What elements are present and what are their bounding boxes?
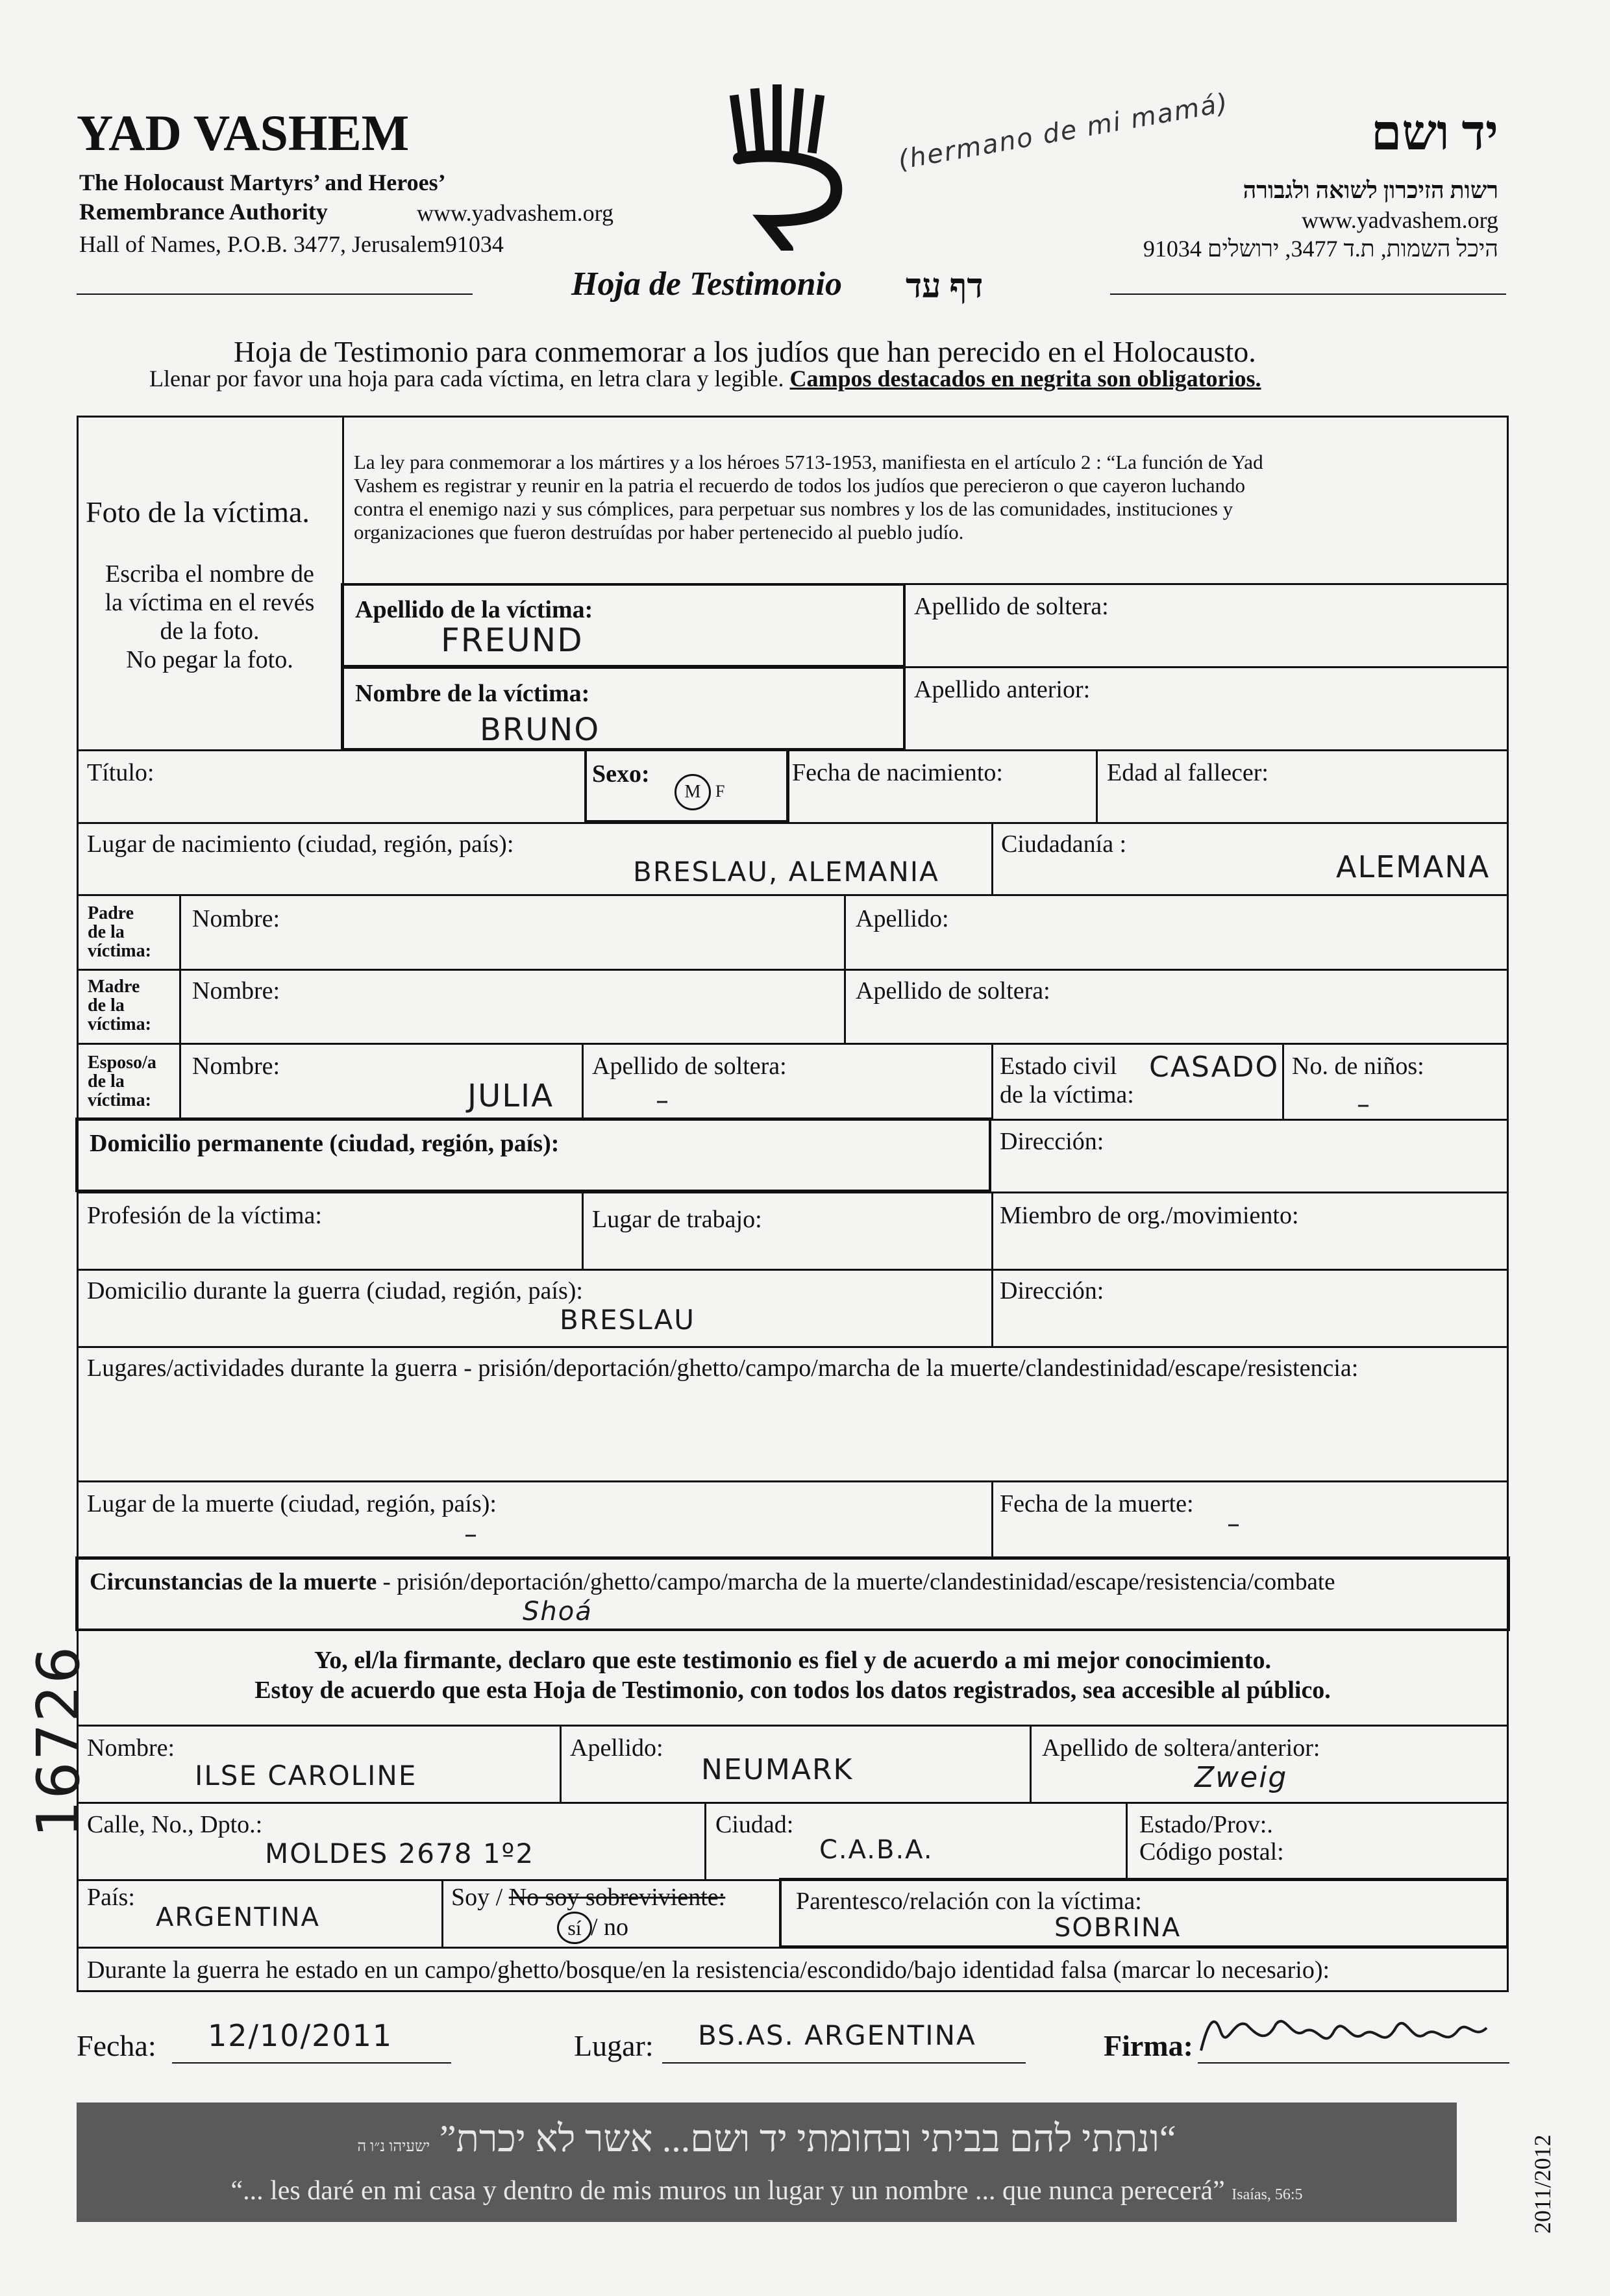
spouse-label-line: de la xyxy=(88,1071,125,1092)
civil-state-value: CASADO xyxy=(1149,1051,1280,1084)
relation-field[interactable] xyxy=(779,1878,1509,1948)
submitter-surname-value: NEUMARK xyxy=(701,1753,854,1786)
col-rule xyxy=(1282,1043,1284,1119)
quote-hebrew xyxy=(77,2117,1457,2160)
spouse-name-label: Nombre: xyxy=(192,1053,280,1080)
victim-surname-field[interactable] xyxy=(341,583,906,668)
city-label: Ciudad: xyxy=(715,1811,794,1838)
mother-name-label: Nombre: xyxy=(192,977,280,1004)
victim-firstname-field[interactable] xyxy=(341,666,906,751)
intro-line-1: Hoja de Testimonio para conmemorar a los judíos que han perecido en el Holocausto. xyxy=(234,335,1256,368)
victim-previous-label: Apellido anterior: xyxy=(914,676,1091,703)
country-label: País: xyxy=(87,1884,135,1911)
death-date-label: Fecha de la muerte: xyxy=(1000,1490,1194,1517)
org-subtitle-1: The Holocaust Martyrs’ and Heroes’ xyxy=(79,169,446,195)
spouse-name-value: JULIA xyxy=(467,1078,554,1114)
row-rule xyxy=(77,1346,1509,1348)
org-name-hebrew: יד ושם xyxy=(1370,106,1498,160)
war-residence-value: BRESLAU xyxy=(560,1304,696,1336)
submitter-maiden-label: Apellido de soltera/anterior: xyxy=(1042,1734,1320,1762)
victim-firstname-value: BRUNO xyxy=(480,712,601,748)
father-label-line: víctima: xyxy=(88,941,151,961)
birthplace-value: BRESLAU, ALEMANIA xyxy=(633,856,939,888)
handwritten-note: (hermano de mi mamá) xyxy=(896,88,1232,176)
org-name: YAD VASHEM xyxy=(77,105,410,161)
place-underline xyxy=(662,2062,1026,2064)
quote-hebrew-ref: ישעיהו נ״ו ה xyxy=(357,2138,430,2155)
side-number: 16726 xyxy=(25,1645,93,1838)
header-rule-left xyxy=(77,293,473,295)
birthplace-label: Lugar de nacimiento (ciudad, región, país): xyxy=(87,830,514,858)
victim-surname-value: FREUND xyxy=(441,621,584,659)
row-rule xyxy=(77,1192,1509,1193)
photo-title: Foto de la víctima. xyxy=(86,495,310,529)
war-activities-label: Lugares/actividades durante la guerra - prisión/deportación/ghetto/campo/marcha de la muerte/clandestinidad/escape/resistencia: xyxy=(87,1354,1359,1382)
declaration-line-2: Estoy de acuerdo que esta Hoja de Testimonio, con todos los datos registrados, sea accesible al público. xyxy=(254,1677,1331,1704)
father-label xyxy=(88,904,151,960)
mother-label xyxy=(88,977,151,1034)
survivor-option-yes-text: sí xyxy=(567,1916,582,1940)
col-rule xyxy=(991,822,993,895)
postal-code-label: Código postal: xyxy=(1139,1838,1284,1866)
death-circumstances-field[interactable] xyxy=(75,1556,1510,1631)
org-address: Hall of Names, P.O.B. 3477, Jerusalem91034 xyxy=(79,231,504,257)
row-rule xyxy=(77,749,1509,751)
row-rule xyxy=(77,969,1509,971)
death-circumstances-value: Shoá xyxy=(523,1597,593,1627)
col-rule xyxy=(582,1192,584,1269)
law-text-line: Vashem es registrar y reunir en la patria el recuerdo de todos los judíos que perecieron o que cayeron luchando xyxy=(354,474,1245,497)
col-rule xyxy=(560,1725,562,1803)
quote-spanish xyxy=(77,2175,1457,2206)
death-circumstances-options: - prisión/deportación/ghetto/campo/marcha de la muerte/clandestinidad/escape/resistencia/combate xyxy=(377,1569,1335,1595)
mother-maiden-label: Apellido de soltera: xyxy=(856,977,1050,1004)
birth-date-label: Fecha de nacimiento: xyxy=(792,759,1003,786)
war-status-label: Durante la guerra he estado en un campo/ghetto/bosque/en la resistencia/escondido/bajo identidad falsa (marcar lo necesario): xyxy=(87,1956,1330,1984)
civil-state-label-line: de la víctima: xyxy=(1000,1081,1134,1108)
place-label: Lugar: xyxy=(574,2029,654,2062)
photo-instruction-line: No pegar la foto. xyxy=(126,646,293,673)
quote-hebrew-text: “ונתתי להם בביתי ובחומתי יד ושם... אשר לא יכרת” xyxy=(439,2117,1176,2160)
mother-label-line: Madre xyxy=(88,977,140,997)
quote-band xyxy=(77,2103,1457,2222)
col-rule xyxy=(991,1192,993,1269)
submitter-name-label: Nombre: xyxy=(87,1734,175,1762)
mother-label-line: víctima: xyxy=(88,1014,151,1034)
row-rule xyxy=(77,1802,1509,1804)
father-name-label: Nombre: xyxy=(192,905,280,932)
quote-spanish-text: “... les daré en mi casa y dentro de mis muros un lugar y un nombre ... que nunca perecerá” xyxy=(230,2176,1225,2206)
survivor-label-struck: No soy sobreviviente: xyxy=(508,1884,726,1911)
relation-value: SOBRINA xyxy=(1054,1913,1182,1943)
victim-maiden-label: Apellido de soltera: xyxy=(914,593,1109,620)
submitter-name-value: ILSE CAROLINE xyxy=(195,1760,417,1791)
death-circumstances-title: Circunstancias de la muerte xyxy=(90,1569,377,1595)
war-residence-label: Domicilio durante la guerra (ciudad, región, país): xyxy=(87,1277,583,1304)
relation-label: Parentesco/relación con la víctima: xyxy=(796,1888,1142,1915)
mother-label-line: de la xyxy=(88,995,125,1016)
photo-instructions xyxy=(83,560,336,674)
survivor-option-no[interactable]: / no xyxy=(591,1914,629,1941)
country-value: ARGENTINA xyxy=(156,1903,320,1932)
row-rule xyxy=(77,1043,1509,1045)
org-subtitle-hebrew: רשות הזיכרון לשואה ולגבורה xyxy=(1243,177,1498,203)
survivor-option-yes[interactable] xyxy=(557,1912,592,1944)
civil-state-label-line: Estado civil xyxy=(1000,1053,1117,1080)
workplace-label: Lugar de trabajo: xyxy=(592,1206,762,1233)
spouse-maiden-label: Apellido de soltera: xyxy=(592,1053,787,1080)
declaration-text xyxy=(77,1645,1509,1705)
form-title-hebrew: דף עד xyxy=(906,268,984,305)
death-place-label: Lugar de la muerte (ciudad, región, país): xyxy=(87,1490,497,1517)
org-website-right: www.yadvashem.org xyxy=(1302,207,1498,233)
children-value: – xyxy=(1357,1090,1371,1119)
street-value: MOLDES 2678 1º2 xyxy=(265,1838,535,1869)
form-title: Hoja de Testimonio xyxy=(571,266,842,303)
col-rule xyxy=(991,1480,993,1558)
col-rule xyxy=(991,1269,993,1347)
signature-label: Firma: xyxy=(1104,2029,1193,2062)
city-value: C.A.B.A. xyxy=(819,1835,934,1865)
col-rule xyxy=(787,749,789,823)
death-circumstances-label xyxy=(90,1568,1335,1596)
permanent-residence-label: Domicilio permanente (ciudad, región, país): xyxy=(90,1130,560,1157)
row-rule xyxy=(77,822,1509,824)
col-rule xyxy=(1096,749,1098,823)
victim-firstname-label: Nombre de la víctima: xyxy=(355,680,590,707)
age-label: Edad al fallecer: xyxy=(1107,759,1269,786)
sex-field[interactable] xyxy=(584,748,789,823)
war-address-label: Dirección: xyxy=(1000,1277,1104,1304)
sex-option-f[interactable]: F xyxy=(715,782,725,801)
permanent-address-label: Dirección: xyxy=(1000,1128,1104,1155)
org-website: www.yadvashem.org xyxy=(417,200,613,226)
row-rule xyxy=(77,1947,1509,1949)
org-address-hebrew: היכל השמות, ת.ד 3477, ירושלים 91034 xyxy=(1143,236,1498,262)
spouse-label xyxy=(88,1053,156,1110)
col-rule xyxy=(1030,1725,1032,1803)
spouse-label-line: Esposo/a xyxy=(88,1053,156,1073)
col-rule xyxy=(1126,1802,1128,1880)
declaration-line-1: Yo, el/la firmante, declaro que este testimonio es fiel y de acuerdo a mi mejor conocimiento. xyxy=(314,1647,1271,1674)
submitter-maiden-value: Zweig xyxy=(1195,1761,1288,1794)
survivor-label-text: Soy / xyxy=(451,1884,509,1911)
profession-label: Profesión de la víctima: xyxy=(87,1202,322,1229)
date-value: 12/10/2011 xyxy=(208,2018,393,2053)
quote-ref: Isaías, 56:5 xyxy=(1232,2186,1303,2203)
row-rule xyxy=(906,666,1509,668)
law-text-line: contra el enemigo nazi y sus cómplices, para perpetuar sus nombres y los de las comunidades, instituciones y xyxy=(354,497,1233,520)
spouse-label-line: víctima: xyxy=(88,1090,151,1110)
org-subtitle-2: Remembrance Authority xyxy=(79,199,328,225)
photo-instruction-line: Escriba el nombre de xyxy=(105,560,314,588)
death-place-value: – xyxy=(464,1519,478,1549)
col-rule xyxy=(704,1802,706,1880)
permanent-residence-field[interactable] xyxy=(75,1117,991,1192)
date-underline xyxy=(172,2062,451,2064)
law-text-line: La ley para conmemorar a los mártires y a los héroes 5713-1953, manifiesta en el artículo 2 : “La función de Yad xyxy=(354,451,1263,473)
date-label: Fecha: xyxy=(77,2029,156,2062)
title-label: Título: xyxy=(87,759,155,786)
intro-line-2-mandatory: Campos destacados en negrita son obligatorios. xyxy=(789,366,1261,392)
intro-line-2-text: Llenar por favor una hoja para cada víctima, en letra clara y legible. xyxy=(149,366,784,392)
victim-surname-label: Apellido de la víctima: xyxy=(355,596,593,623)
intro-line-2 xyxy=(149,365,1261,392)
submitter-surname-label: Apellido: xyxy=(570,1734,663,1762)
membership-label: Miembro de org./movimiento: xyxy=(1000,1202,1299,1229)
header-rule-right xyxy=(1110,293,1506,295)
sex-label: Sexo: xyxy=(592,760,650,788)
row-rule xyxy=(77,1480,1509,1482)
sex-option-m-text: M xyxy=(684,782,701,802)
civil-state-label xyxy=(1000,1052,1134,1109)
children-label: No. de niños: xyxy=(1292,1053,1424,1080)
citizenship-label: Ciudadanía : xyxy=(1001,830,1127,858)
yad-vashem-logo-icon xyxy=(726,82,846,251)
state-label: Estado/Prov:. xyxy=(1139,1811,1273,1838)
row-rule xyxy=(77,1269,1509,1271)
citizenship-value: ALEMANA xyxy=(1336,849,1491,884)
col-rule xyxy=(991,1043,993,1119)
father-label-line: de la xyxy=(88,922,125,942)
law-text-line: organizaciones que fueron destruídas por haber pertenecido al pueblo judío. xyxy=(354,521,964,543)
spouse-maiden-value: – xyxy=(656,1086,670,1116)
photo-instruction-line: la víctima en el revés xyxy=(105,589,315,616)
street-label: Calle, No., Dpto.: xyxy=(87,1811,263,1838)
col-rule xyxy=(441,1879,443,1947)
col-rule xyxy=(179,894,181,1119)
row-rule xyxy=(77,894,1509,896)
signature-drawing xyxy=(1195,2005,1493,2064)
death-date-value: – xyxy=(1227,1509,1241,1539)
sex-option-m[interactable] xyxy=(675,774,711,810)
place-value: BS.AS. ARGENTINA xyxy=(698,2019,976,2051)
photo-instruction-line: de la foto. xyxy=(160,618,260,645)
row-rule xyxy=(77,1725,1509,1727)
father-label-line: Padre xyxy=(88,903,134,923)
father-surname-label: Apellido: xyxy=(856,905,949,932)
col-rule xyxy=(582,1043,584,1119)
law-text xyxy=(354,451,1503,544)
side-year: 2011/2012 xyxy=(1530,2134,1555,2234)
survivor-label xyxy=(451,1883,725,1912)
